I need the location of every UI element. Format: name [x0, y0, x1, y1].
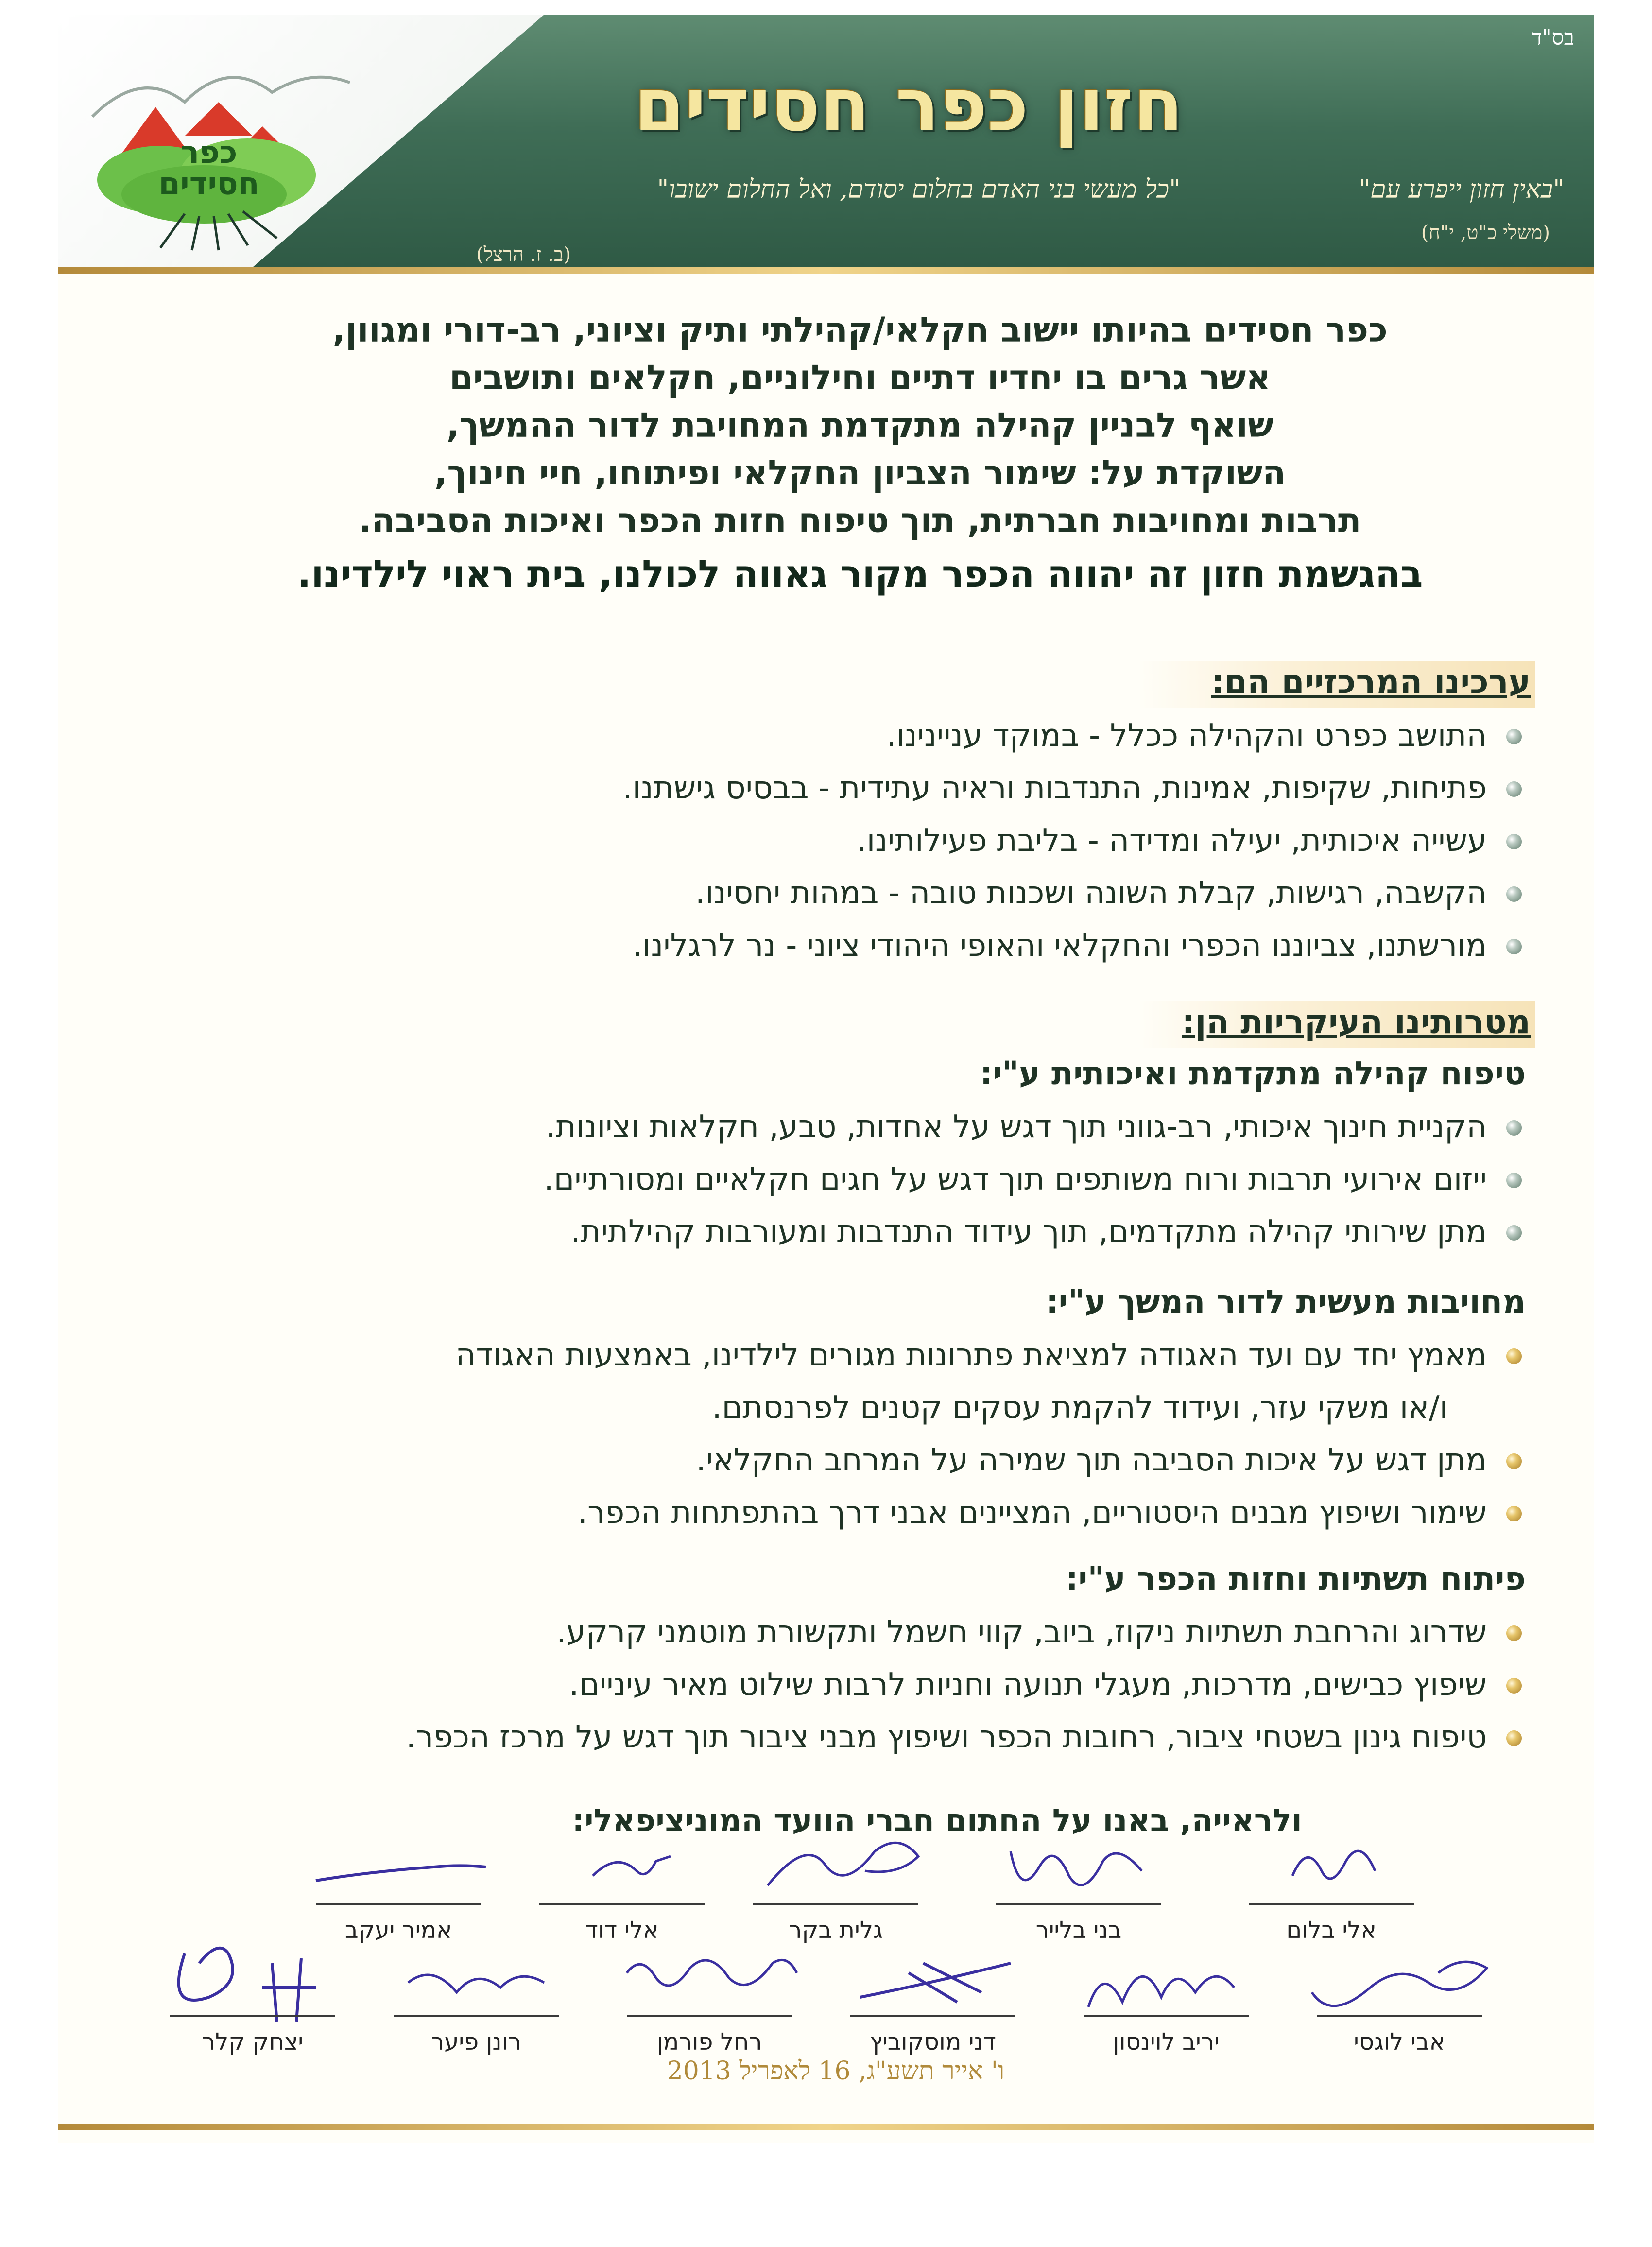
list-item	[92, 762, 1526, 814]
document-date: ו' אייר תשע"ג, 16 לאפריל 2013	[667, 2057, 1005, 2086]
list-item-text: ו/או משקי עזר, ועידוד להקמת עסקים קטנים לפרנסתם.	[712, 1390, 1448, 1426]
signature-block	[155, 1934, 350, 2056]
list-item-text: עשייה איכותית, יעילה ומדידה - בליבת פעילותינו.	[857, 823, 1487, 859]
list-item	[92, 1101, 1526, 1153]
signatory-name: דני מוסקוביץ	[870, 2028, 996, 2056]
signature-block	[981, 1822, 1176, 1944]
signature-line	[394, 2015, 559, 2017]
bullet-icon	[1506, 939, 1522, 954]
signatory-name: אבי לוגסי	[1354, 2028, 1445, 2056]
intro-line: תרבות ומחויבות חברתית, תוך טיפוח חזות הכפר ואיכות הסביבה.	[359, 501, 1361, 540]
list-item-text: שדרוג והרחבת תשתיות ניקוז, ביוב, קווי חשמל ותקשורת מוטמני קרקע.	[556, 1614, 1487, 1650]
signature-line	[753, 1903, 918, 1905]
bullet-icon	[1506, 886, 1522, 902]
goals-heading	[1137, 1001, 1535, 1048]
list-item	[92, 1659, 1526, 1711]
list-item	[92, 1153, 1526, 1206]
goals-heading-text: מטרותינו העיקריות הן:	[1182, 1003, 1531, 1041]
bullet-icon	[1506, 729, 1522, 744]
list-item-text: שיפוץ כבישים, מדרכות, מעגלי תנועה וחניות לרבות שילוט מאיר עיניים.	[569, 1667, 1487, 1703]
signature-block	[739, 1822, 933, 1944]
quote-mishlei-source: (משלי כ"ט, י"ח)	[1421, 222, 1550, 244]
list-item	[92, 1206, 1526, 1258]
list-item	[92, 1606, 1526, 1659]
bullet-icon	[1506, 1730, 1522, 1746]
handwritten-signature-icon	[739, 1822, 933, 1919]
signatory-name: רחל פורמן	[656, 2028, 762, 2056]
signature-line	[1084, 2015, 1249, 2017]
signatory-name: גלית בקר	[789, 1917, 883, 1944]
signature-line	[627, 2015, 792, 2017]
list-item	[92, 814, 1526, 867]
handwritten-signature-icon	[1234, 1822, 1428, 1919]
handwritten-signature-icon	[1069, 1934, 1263, 2031]
intro-paragraph	[204, 306, 1516, 598]
signatory-name: בני בלייר	[1035, 1917, 1122, 1944]
intro-line: שואף לבניין קהילה מתקדמת המחויבת לדור ההמשך,	[446, 405, 1274, 445]
list-item	[92, 1434, 1526, 1486]
header-banner	[58, 15, 1594, 267]
handwritten-signature-icon	[155, 1934, 350, 2031]
list-item-text: מאמץ יחד עם ועד האגודה למציאת פתרונות מגורים לילדינו, באמצעות האגודה	[455, 1337, 1487, 1373]
quote-herzl: "כל מעשי בני האדם בחלום יסודם, ואל החלום ישובו"	[657, 175, 1181, 204]
intro-line: אשר גרים בו יחדיו דתיים וחילוניים, חקלאים ותושבים	[449, 358, 1271, 398]
logo-text-line1: כפר	[180, 135, 238, 171]
list-item-text: שימור ושיפוץ מבנים היסטוריים, המציינים אבני דרך בהתפתחות הכפר.	[577, 1495, 1487, 1531]
list-item	[92, 709, 1526, 762]
signature-line	[1249, 1903, 1414, 1905]
goal-group-list	[92, 1101, 1526, 1258]
handwritten-signature-icon	[612, 1934, 807, 2031]
village-logo	[87, 49, 350, 253]
handwritten-signature-icon	[379, 1934, 573, 2031]
signature-block	[836, 1934, 1030, 2056]
goal-group-title: מחויבות מעשית לדור המשך ע"י:	[1046, 1283, 1526, 1320]
bullet-icon	[1506, 1348, 1522, 1364]
list-item	[92, 1486, 1526, 1539]
signature-line	[1317, 2015, 1482, 2017]
goal-group-list	[92, 1329, 1526, 1539]
signature-line	[996, 1903, 1161, 1905]
handwritten-signature-icon	[301, 1822, 496, 1919]
logo-text-line2: חסידים	[158, 166, 259, 202]
document-page	[58, 15, 1594, 2143]
bullet-icon	[1506, 1120, 1522, 1136]
logo-graphic-icon	[87, 49, 350, 253]
header-divider	[58, 267, 1594, 274]
page-title: חזון כפר חסידים	[634, 63, 1184, 148]
signatory-name: יצחק קלר	[202, 2028, 304, 2056]
list-item-text: התושב כפרט והקהילה ככלל - במוקד עניינינו.	[886, 718, 1487, 754]
list-item-text: מורשתנו, צביוננו הכפרי והחקלאי והאופי היהודי ציוני - נר לרגלינו.	[632, 928, 1487, 964]
values-heading-text: ערכינו המרכזיים הם:	[1211, 663, 1531, 701]
list-item-text: מתן שירותי קהילה מתקדמים, תוך עידוד התנדבות ומעורבות קהילתית.	[570, 1214, 1487, 1250]
handwritten-signature-icon	[981, 1822, 1176, 1919]
signature-line	[170, 2015, 335, 2017]
signature-block	[379, 1934, 573, 2056]
signature-line	[539, 1903, 705, 1905]
list-item-text: פתיחות, שקיפות, אמינות, התנדבות וראיה עתידית - בבסיס גישתנו.	[622, 770, 1487, 806]
signature-block	[525, 1822, 719, 1944]
list-item	[92, 867, 1526, 919]
signatory-name: יריב לוינסון	[1113, 2028, 1220, 2056]
bullet-icon	[1506, 1225, 1522, 1241]
list-item-text: טיפוח גינון בשטחי ציבור, רחובות הכפר ושיפוץ מבני ציבור תוך דגש על מרכז הכפר.	[406, 1719, 1487, 1755]
signature-block	[1234, 1822, 1428, 1944]
bullet-icon	[1506, 834, 1522, 849]
goal-group-list	[92, 1606, 1526, 1763]
list-item-continuation	[92, 1382, 1526, 1434]
quote-herzl-source: (ב. ז. הרצל)	[476, 243, 571, 266]
list-item-text: ייזום אירועי תרבות ורוח משותפים תוך דגש על חגים חקלאיים ומסורתיים.	[544, 1161, 1487, 1197]
bullet-icon	[1506, 1453, 1522, 1469]
bullet-icon	[1506, 1625, 1522, 1641]
list-item-text: הקניית חינוך איכותי, רב-גווני תוך דגש על אחדות, טבע, חקלאות וציונות.	[546, 1109, 1487, 1145]
signatory-name: רונן פיער	[431, 2028, 521, 2056]
list-item-text: מתן דגש על איכות הסביבה תוך שמירה על המרחב החקלאי.	[696, 1442, 1487, 1478]
closing-statement: ולראייה, באנו על החתום חברי הוועד המוניציפאלי:	[572, 1803, 1302, 1839]
bullet-icon	[1506, 781, 1522, 797]
signature-block	[612, 1934, 807, 2056]
signature-block	[301, 1822, 496, 1944]
intro-line: כפר חסידים בהיותו יישוב חקלאי/קהילתי ותיק וציוני, רב-דורי ומגוון,	[332, 310, 1388, 350]
values-list	[92, 709, 1526, 972]
intro-line: השוקדת על: שימור הצביון החקלאי ופיתוחו, חיי חינוך,	[434, 453, 1286, 493]
list-item-text: הקשבה, רגישות, קבלת השונה ושכנות טובה - במהות יחסינו.	[695, 875, 1487, 911]
signature-block	[1069, 1934, 1263, 2056]
goal-group-title: טיפוח קהילה מתקדמת ואיכותית ע"י:	[980, 1054, 1526, 1092]
handwritten-signature-icon	[1302, 1934, 1497, 2031]
handwritten-signature-icon	[836, 1934, 1030, 2031]
intro-vision-statement: בהגשמת חזון זה יהווה הכפר מקור גאווה לכולנו, בית ראוי לילדינו.	[297, 552, 1423, 595]
values-heading	[1137, 661, 1535, 708]
signature-line	[316, 1903, 481, 1905]
signatory-name: אלי דוד	[585, 1917, 659, 1944]
list-item	[92, 919, 1526, 972]
list-item	[92, 1711, 1526, 1763]
quote-mishlei: "באין חזון ייפרע עם"	[1359, 175, 1565, 204]
handwritten-signature-icon	[525, 1822, 719, 1919]
bullet-icon	[1506, 1173, 1522, 1188]
signature-block	[1302, 1934, 1497, 2056]
signatory-name: אלי בלום	[1286, 1917, 1377, 1944]
signature-line	[850, 2015, 1015, 2017]
list-item	[92, 1329, 1526, 1382]
bullet-icon	[1506, 1506, 1522, 1521]
bsd-mark: בס"ד	[1532, 25, 1574, 50]
signatory-name: אמיר יעקב	[344, 1917, 452, 1944]
bullet-icon	[1506, 1678, 1522, 1694]
goal-group-title: פיתוח תשתיות וחזות הכפר ע"י:	[1065, 1560, 1526, 1597]
footer-divider	[58, 2124, 1594, 2130]
